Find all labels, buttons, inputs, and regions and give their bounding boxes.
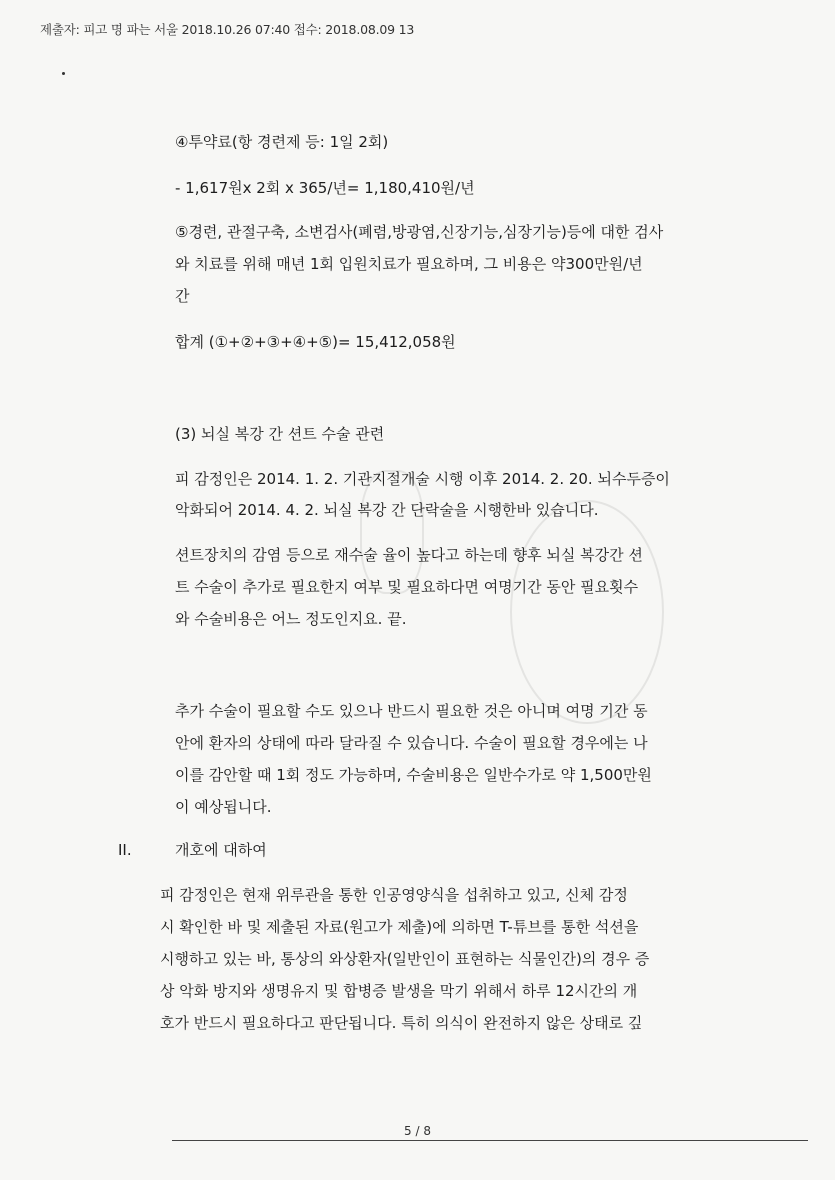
answer3-line-3: 이를 감안할 때 1회 정도 가능하며, 수술비용은 일반수가로 약 1,500만원 xyxy=(175,766,652,784)
section2-line-1: 피 감정인은 현재 위루관을 통한 인공영양식을 섭취하고 있고, 신체 감정 xyxy=(160,886,628,904)
fax-header-stamp: 제출자: 피고 명 파는 서울 2018.10.26 07:40 접수: 2018.08.09 13 xyxy=(40,22,415,37)
question3-line-4: 트 수술이 추가로 필요한지 여부 및 필요하다면 여명기간 동안 필요횟수 xyxy=(175,578,639,596)
scan-speck xyxy=(62,72,65,75)
item5-line-1: ⑤경련, 관절구축, 소변검사(폐렴,방광염,신장기능,심장기능)등에 대한 검사 xyxy=(175,223,664,241)
watermark-seal xyxy=(510,500,664,724)
item4-calculation: - 1,617원x 2회 x 365/년= 1,180,410원/년 xyxy=(175,179,475,197)
answer3-line-4: 이 예상됩니다. xyxy=(175,798,272,816)
section2-line-2: 시 확인한 바 및 제출된 자료(원고가 제출)에 의하면 T-튜브를 통한 석션을 xyxy=(160,918,639,936)
answer3-line-1: 추가 수술이 필요할 수도 있으나 반드시 필요한 것은 아니며 여명 기간 동 xyxy=(175,702,648,720)
total-line: 합계 (①+②+③+④+⑤)= 15,412,058원 xyxy=(175,333,456,351)
question3-line-2: 악화되어 2014. 4. 2. 뇌실 복강 간 단락술을 시행한바 있습니다. xyxy=(175,501,599,519)
item5-line-3: 간 xyxy=(175,287,190,305)
section2-line-4: 상 악화 방지와 생명유지 및 합병증 발생을 막기 위해서 하루 12시간의 개 xyxy=(160,982,638,1000)
question3-line-3: 션트장치의 감염 등으로 재수술 율이 높다고 하는데 향후 뇌실 복강간 션 xyxy=(175,546,643,564)
page-number: 5 / 8 xyxy=(404,1124,431,1138)
section2-number: II. xyxy=(118,841,132,859)
answer3-line-2: 안에 환자의 상태에 따라 달라질 수 있습니다. 수술이 필요할 경우에는 나 xyxy=(175,734,648,752)
question3-line-5: 와 수술비용은 어느 정도인지요. 끝. xyxy=(175,610,407,628)
section2-line-5: 호가 반드시 필요하다고 판단됩니다. 특히 의식이 완전하지 않은 상태로 깊 xyxy=(160,1014,643,1032)
footer-rule xyxy=(172,1140,808,1141)
section3-heading: (3) 뇌실 복강 간 션트 수술 관련 xyxy=(175,425,385,443)
section2-heading: 개호에 대하여 xyxy=(175,841,267,859)
section2-line-3: 시행하고 있는 바, 통상의 와상환자(일반인이 표현하는 식물인간)의 경우 증 xyxy=(160,950,650,968)
item5-line-2: 와 치료를 위해 매년 1회 입원치료가 필요하며, 그 비용은 약300만원/년 xyxy=(175,255,643,273)
question3-line-1: 피 감정인은 2014. 1. 2. 기관지절개술 시행 이후 2014. 2. 20. 뇌수두증이 xyxy=(175,470,670,488)
item4-title: ④투약료(항 경련제 등: 1일 2회) xyxy=(175,133,389,151)
